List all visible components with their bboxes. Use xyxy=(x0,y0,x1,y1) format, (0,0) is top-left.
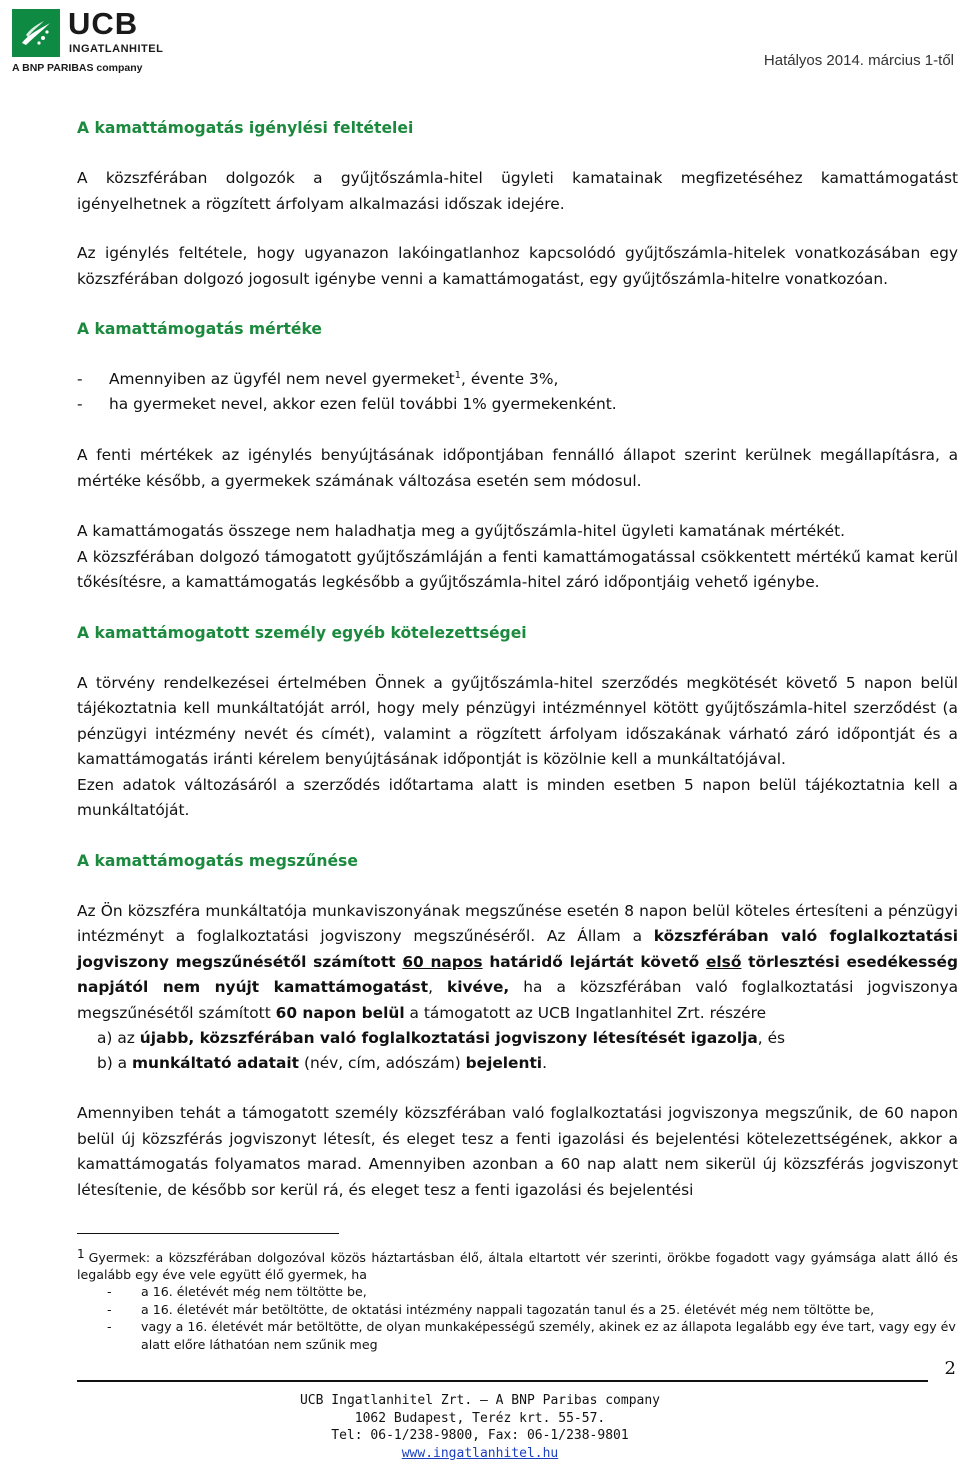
ucb-logo xyxy=(12,6,172,75)
list-item: - Amennyiben az ügyfél nem nevel gyermeket$^1$, évente 3%, xyxy=(77,367,958,392)
footer-address: 1062 Budapest, Teréz krt. 55-57. xyxy=(354,1410,606,1426)
section-title-obligations: A kamattámogatott személy egyéb kötelezettségei xyxy=(77,623,527,642)
paragraph-termination: Az Ön közszféra munkáltatója munkaviszonyának megszűnése esetén 8 napon belül köteles értesíteni a pénzügyi intézményt a foglalkoztatási jogviszony megszűnéséről. Az Állam a közszférában való foglalkoztatási jogviszony megszűnésétől számított 60 napos határidő lejártát követő első törlesztési esedékesség napjától nem nyújt kamattámogatást, kivéve, ha a közszférában való foglalkoztatási jogviszonya megszűnésétől számított 60 napon belül a támogatott az UCB Ingatlanhitel Zrt. részére xyxy=(77,901,959,1022)
logo-emblem xyxy=(12,9,60,57)
footnote-item: - a 16. életévét még nem töltötte be, xyxy=(77,1283,958,1301)
page-footer xyxy=(0,1392,960,1462)
list-item: a) az újabb, közszférában való foglalkoztatási jogviszony létesítését igazolja, és xyxy=(97,1029,786,1047)
footnote-divider xyxy=(77,1233,339,1234)
rate-list xyxy=(77,367,958,417)
footnote-number: 1 xyxy=(77,1247,85,1261)
logo-tagline: A BNP PARIBAS company xyxy=(12,62,143,74)
section-title-rate: A kamattámogatás mértéke xyxy=(77,320,322,338)
logo-brand-text: UCB xyxy=(68,6,139,41)
footer-divider xyxy=(77,1380,928,1382)
paragraph: A közszférában dolgozó támogatott gyűjtőszámláján a fenti kamattámogatással csökkentett mértékű kamat kerül tőkésítésre, a kamattámogatás legkésőbb a gyűjtőszámla-hitel záró időpontjáig vehető igénybe. xyxy=(77,547,958,591)
page-number: 2 xyxy=(944,1358,956,1379)
paragraph: A fenti mértékek az igénylés benyújtásának időpontjában fennálló állapot szerint kerülnek megállapításra, a mértéke később, a gyermekek számának változása esetén sem módosul. xyxy=(77,446,958,490)
section-title-termination: A kamattámogatás megszűnése xyxy=(77,851,358,870)
paragraph: Amennyiben tehát a támogatott személy közszférában való foglalkoztatási jogviszonya megszűnik, de 60 napon belül új közszférás jogviszonyt létesít, és eleget tesz a fenti igazolási és bejelentési kötelezettségének, akkor a kamattámogatás folyamatos marad. Amennyiben azonban a 60 nap alatt nem sikerül új közszférás jogviszonyt létesítenie, de később sor kerül rá, és eleget tesz a fenti igazolási és bejelentési xyxy=(77,1104,958,1199)
list-item: - ha gyermeket nevel, akkor ezen felül további 1% gyermekenként. xyxy=(77,392,958,417)
footnote-list xyxy=(77,1283,958,1353)
termination-conditions xyxy=(77,1026,958,1076)
paragraph: Ezen adatok változásáról a szerződés időtartama alatt is minden esetben 5 napon belül tájékoztatnia kell a munkáltatóját. xyxy=(77,775,958,819)
document-body xyxy=(77,116,958,1203)
paragraph: A kamattámogatás összege nem haladhatja meg a gyűjtőszámla-hitel ügyleti kamatának mértékét. xyxy=(77,522,845,540)
footnote-ref: 1 xyxy=(454,369,462,381)
paragraph: A törvény rendelkezései értelmében Önnek a gyűjtőszámla-hitel szerződés megkötését követő 5 napon belül tájékoztatnia kell munkáltatóját arról, hogy mely pénzügyi intézménnyel kötött gyűjtőszámla-hitel szerződést (a pénzügyi intézmény nevét és címét), valamint a rögzített árfolyam időszakának várható záró időpontját és a kamattámogatás iránti kérelem benyújtásának időpontját is közölnie kell a munkáltatójával. xyxy=(77,673,958,768)
paragraph: A közszférában dolgozók a gyűjtőszámla-hitel ügyleti kamatainak megfizetéséhez kamattámogatást igényelhetnek a rögzített árfolyam alkalmazási időszak idejére. xyxy=(77,169,958,213)
footnote-item: - a 16. életévét már betöltötte, de oktatási intézmény nappali tagozatán tanul és a 25. életévét még nem töltötte be, xyxy=(77,1301,958,1319)
footnote-text: 1 Gyermek: a közszférában dolgozóval közös háztartásban élő, általa eltartott vér szerinti, örökbe fogadott vagy gyámsága alatt álló és legalább egy éve vele együtt élő gyermek, ha xyxy=(77,1247,958,1282)
footnote xyxy=(77,1246,958,1353)
list-item: b) a munkáltató adatait (név, cím, adószám) bejelenti. xyxy=(97,1054,547,1072)
validity-date: Hatályos 2014. március 1-től xyxy=(763,52,954,69)
footnote-item: - vagy a 16. életévét már betöltötte, de olyan munkaképességű személy, akinek ez az állapota legalább egy éve tart, vagy egy év alatt előre láthatóan nem szűnik meg xyxy=(77,1318,958,1353)
logo-sub-text: INGATLANHITEL xyxy=(69,43,164,55)
bird-stars-icon xyxy=(18,15,54,51)
footer-company: UCB Ingatlanhitel Zrt. – A BNP Paribas company xyxy=(299,1393,661,1408)
footer-website-link[interactable]: www.ingatlanhitel.hu xyxy=(401,1445,559,1461)
footer-phone: Tel: 06-1/238-9800, Fax: 06-1/238-9801 xyxy=(331,1428,629,1443)
section-title-eligibility: A kamattámogatás igénylési feltételei xyxy=(77,119,414,137)
paragraph: Az igénylés feltétele, hogy ugyanazon lakóingatlanhoz kapcsolódó gyűjtőszámla-hitelek vonatkozásában egy közszférában dolgozó jogosult igénybe venni a kamattámogatást, egy gyűjtőszámla-hitelre vonatkozóan. xyxy=(77,244,958,288)
